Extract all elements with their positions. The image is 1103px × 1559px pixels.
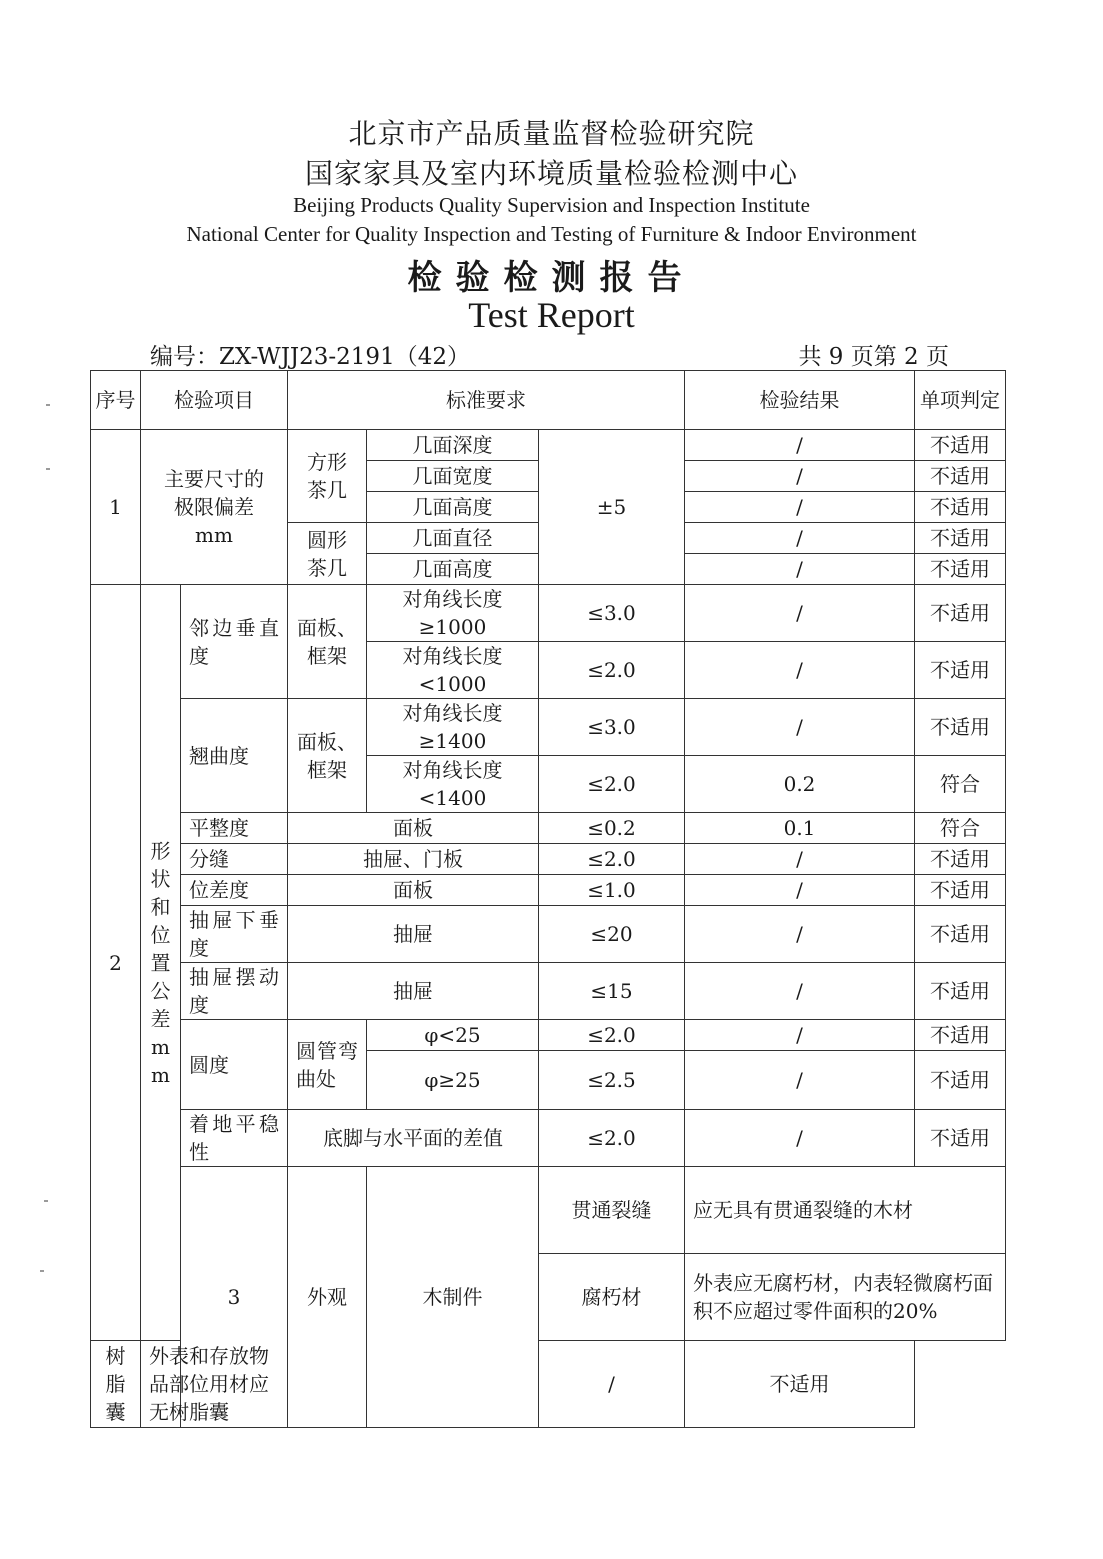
result-cell: / <box>685 554 915 585</box>
result-cell: 0.1 <box>685 813 915 844</box>
inspection-table <box>90 370 1006 1428</box>
result-cell: / <box>685 906 915 963</box>
org-name-cn-2: 国家家具及室内环境质量检验检测中心 <box>304 157 798 190</box>
subitem-cell: 抽屉下垂度 <box>181 906 288 963</box>
condition-cell: 对角线长度≥1000 <box>367 585 539 642</box>
verdict-cell: 不适用 <box>915 461 1006 492</box>
condition-cell: 几面宽度 <box>367 461 539 492</box>
scan-mark <box>40 1270 44 1272</box>
table-row <box>91 1167 1006 1254</box>
result-cell: 0.2 <box>685 756 915 813</box>
subitem-cell: 圆度 <box>181 1020 288 1110</box>
requirement-cell: ≤2.0 <box>539 756 685 813</box>
verdict-cell: 不适用 <box>915 1110 1006 1167</box>
table-row <box>91 963 1006 1020</box>
table-row <box>91 1020 1006 1051</box>
requirement-cell: 应无具有贯通裂缝的木材 <box>685 1167 1006 1254</box>
scan-mark <box>46 468 50 470</box>
requirement-cell: ≤2.0 <box>539 1020 685 1051</box>
verdict-cell: 不适用 <box>915 642 1006 699</box>
subitem-cell: 翘曲度 <box>181 699 288 813</box>
requirement-cell: ≤2.5 <box>539 1051 685 1110</box>
table-row <box>91 1341 1006 1428</box>
verdict-cell: 不适用 <box>915 844 1006 875</box>
verdict-cell: 不适用 <box>915 492 1006 523</box>
subitem-cell: 平整度 <box>181 813 288 844</box>
verdict-cell: 不适用 <box>685 1341 915 1428</box>
verdict-cell: 符合 <box>915 756 1006 813</box>
seq-cell: 3 <box>181 1167 288 1428</box>
condition-cell: 几面高度 <box>367 492 539 523</box>
result-cell: / <box>685 461 915 492</box>
org-name-en-2: National Center for Quality Inspection and Testing of Furniture & Indoor Environment <box>186 222 917 246</box>
seq-cell: 1 <box>91 430 141 585</box>
requirement-cell: ≤1.0 <box>539 875 685 906</box>
condition-cell: φ<25 <box>367 1020 539 1051</box>
part-cell: 抽屉 <box>288 963 539 1020</box>
verdict-cell: 不适用 <box>915 585 1006 642</box>
group-cell: 圆形茶几 <box>288 523 367 585</box>
scan-mark <box>44 1200 48 1202</box>
table-row <box>91 875 1006 906</box>
header-verdict: 单项判定 <box>915 371 1006 430</box>
subitem-cell: 位差度 <box>181 875 288 906</box>
item-cell: 木制件 <box>367 1167 539 1428</box>
part-cell: 抽屉、门板 <box>288 844 539 875</box>
subitem-cell: 分缝 <box>181 844 288 875</box>
condition-cell: φ≥25 <box>367 1051 539 1110</box>
requirement-cell: ≤0.2 <box>539 813 685 844</box>
report-title-en: Test Report <box>468 295 635 335</box>
table-row <box>91 1110 1006 1167</box>
header-result: 检验结果 <box>685 371 915 430</box>
requirement-cell: 外表应无腐朽材，内表轻微腐朽面积不应超过零件面积的20% <box>685 1254 1006 1341</box>
result-cell: / <box>685 430 915 461</box>
category-cell: 形状和位置公差mm <box>141 585 181 1341</box>
group-cell: 方形茶几 <box>288 430 367 523</box>
part-cell: 面板 <box>288 813 539 844</box>
scan-mark <box>46 404 50 406</box>
verdict-cell: 不适用 <box>915 1020 1006 1051</box>
condition-cell: 几面深度 <box>367 430 539 461</box>
verdict-cell: 不适用 <box>915 554 1006 585</box>
result-cell: / <box>685 844 915 875</box>
result-cell: / <box>685 492 915 523</box>
result-cell: / <box>685 1020 915 1051</box>
report-number: 编号：ZX-WJJ23-2191（42） <box>150 344 470 370</box>
org-name-en-1: Beijing Products Quality Supervision and Inspection Institute <box>293 193 810 217</box>
result-cell: / <box>685 585 915 642</box>
result-cell: / <box>539 1341 685 1428</box>
header-seq: 序号 <box>91 371 141 430</box>
table-row <box>91 906 1006 963</box>
item-cell: 主要尺寸的极限偏差mm <box>141 430 288 585</box>
seq-cell: 2 <box>91 585 141 1341</box>
requirement-cell: ≤20 <box>539 906 685 963</box>
verdict-cell: 不适用 <box>915 699 1006 756</box>
report-title-cn: 检验检测报告 <box>407 258 696 298</box>
verdict-cell: 不适用 <box>915 523 1006 554</box>
subitem-cell: 贯通裂缝 <box>539 1167 685 1254</box>
table-row <box>91 699 1006 756</box>
table-row <box>91 813 1006 844</box>
table-row <box>91 430 1006 461</box>
result-cell: / <box>685 523 915 554</box>
condition-cell: 对角线长度<1000 <box>367 642 539 699</box>
verdict-cell: 不适用 <box>915 906 1006 963</box>
org-name-cn-1: 北京市产品质量监督检验研究院 <box>348 117 755 150</box>
subitem-cell: 腐朽材 <box>539 1254 685 1341</box>
category-cell: 外观 <box>288 1167 367 1428</box>
header-row <box>91 371 1006 430</box>
table-row <box>91 585 1006 642</box>
verdict-cell: 不适用 <box>915 1051 1006 1110</box>
requirement-cell: ≤2.0 <box>539 642 685 699</box>
subitem-cell: 树脂囊 <box>91 1341 141 1428</box>
header-requirement: 标准要求 <box>288 371 685 430</box>
requirement-cell: ≤3.0 <box>539 699 685 756</box>
requirement-cell: ≤2.0 <box>539 844 685 875</box>
table-row <box>91 844 1006 875</box>
requirement-cell: ≤3.0 <box>539 585 685 642</box>
tolerance-cell: ±5 <box>539 430 685 585</box>
part-cell: 底脚与水平面的差值 <box>288 1110 539 1167</box>
verdict-cell: 不适用 <box>915 430 1006 461</box>
subitem-cell: 抽屉摆动度 <box>181 963 288 1020</box>
condition-cell: 几面高度 <box>367 554 539 585</box>
part-cell: 圆管弯曲处 <box>288 1020 367 1110</box>
result-cell: / <box>685 963 915 1020</box>
condition-cell: 几面直径 <box>367 523 539 554</box>
header-item: 检验项目 <box>141 371 288 430</box>
subitem-cell: 邻边垂直度 <box>181 585 288 699</box>
condition-cell: 对角线长度≥1400 <box>367 699 539 756</box>
result-cell: / <box>685 642 915 699</box>
page-info: 共 9 页第 2 页 <box>798 344 949 370</box>
part-cell: 面板、框架 <box>288 699 367 813</box>
part-cell: 面板 <box>288 875 539 906</box>
verdict-cell: 不适用 <box>915 963 1006 1020</box>
part-cell: 抽屉 <box>288 906 539 963</box>
part-cell: 面板、框架 <box>288 585 367 699</box>
verdict-cell: 不适用 <box>915 875 1006 906</box>
verdict-cell: 符合 <box>915 813 1006 844</box>
condition-cell: 对角线长度<1400 <box>367 756 539 813</box>
requirement-cell: ≤2.0 <box>539 1110 685 1167</box>
requirement-cell: ≤15 <box>539 963 685 1020</box>
result-cell: / <box>685 875 915 906</box>
subitem-cell: 着地平稳性 <box>181 1110 288 1167</box>
result-cell: / <box>685 1051 915 1110</box>
result-cell: / <box>685 1110 915 1167</box>
result-cell: / <box>685 699 915 756</box>
requirement-cell: 外表和存放物品部位用材应无树脂囊 <box>141 1341 288 1428</box>
